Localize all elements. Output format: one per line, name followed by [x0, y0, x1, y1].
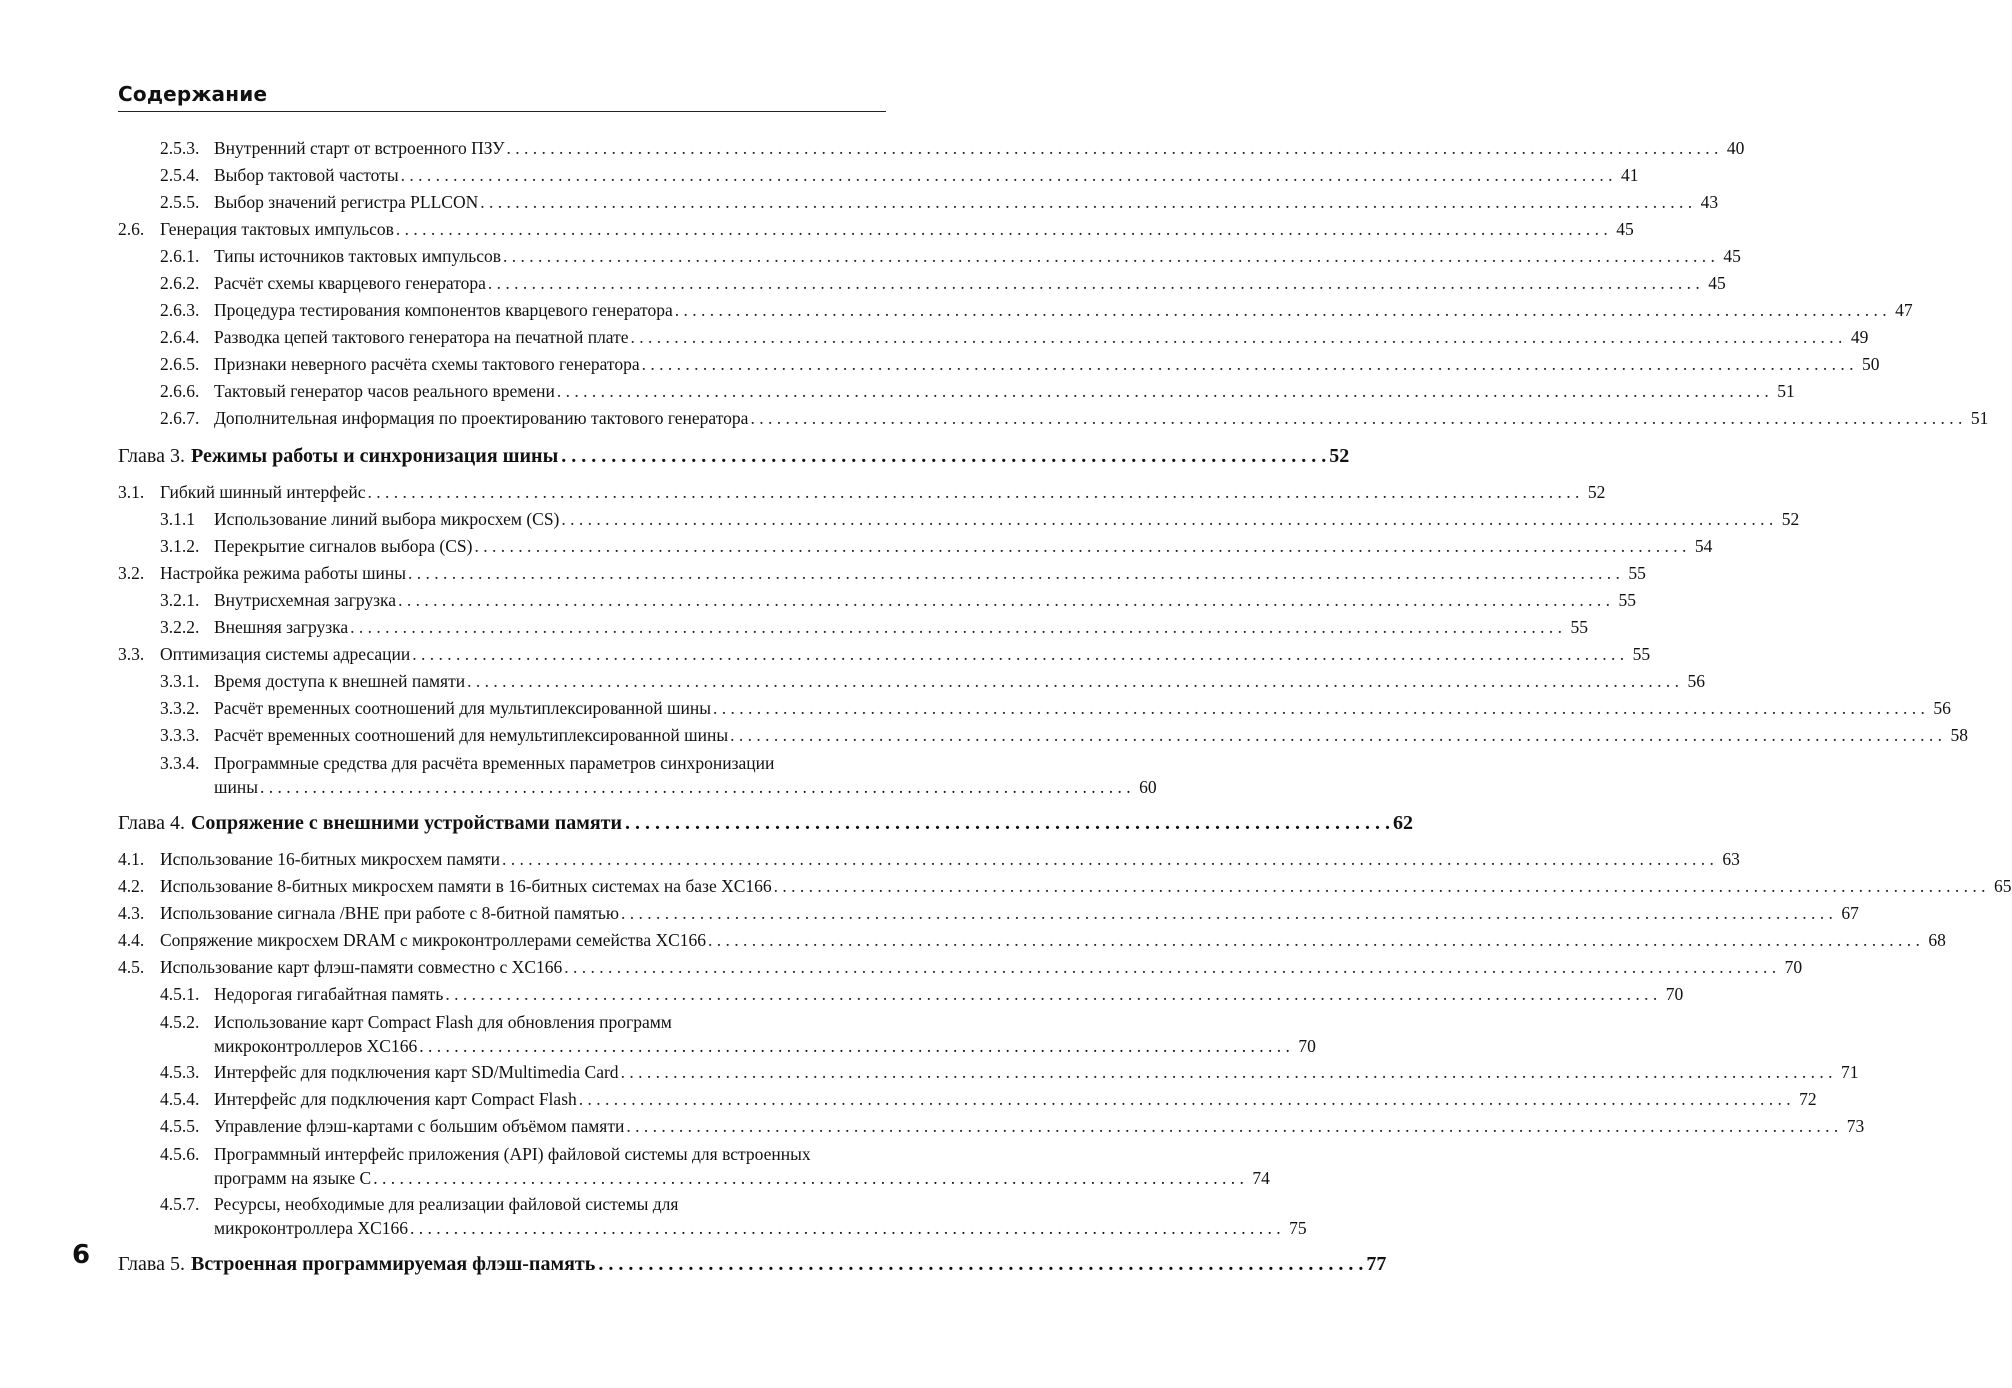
- leader-dots: [579, 1086, 1791, 1113]
- chapter-page: 77: [1366, 1253, 1387, 1275]
- toc-subsection-row: [118, 135, 1745, 162]
- entry-title: Перекрытие сигналов выбора (CS): [214, 536, 473, 556]
- entry-page: 43: [1700, 192, 1719, 212]
- toc-subsection-row: [118, 162, 1639, 189]
- entry-title: Оптимизация системы адресации: [160, 644, 411, 664]
- entry-page: 56: [1687, 671, 1705, 691]
- leader-dots: [396, 216, 1608, 243]
- entry-page: 45: [1723, 246, 1741, 266]
- toc-section-row: [118, 641, 1651, 668]
- entry-number: 3.1.: [118, 482, 145, 502]
- entry-page: 65: [1994, 876, 2012, 896]
- toc-subsection-row: [118, 270, 1726, 297]
- leader-dots: [675, 297, 1887, 324]
- entry-number: 4.3.: [118, 903, 145, 923]
- entry-title: Гибкий шинный интерфейс: [160, 482, 366, 502]
- toc-subsection-row: [118, 587, 1636, 614]
- entry-page: 71: [1840, 1062, 1859, 1082]
- toc-section-row: [118, 479, 1606, 506]
- toc-chapter-row: [118, 808, 1414, 838]
- leader-dots: [708, 927, 1920, 954]
- toc-subsection-row: [118, 668, 1705, 695]
- entry-title: Управление флэш-картами с большим объёмом памяти: [214, 1116, 625, 1136]
- entry-number: 3.3.4.: [160, 753, 200, 773]
- toc-subsection-row: [118, 722, 1968, 749]
- entry-number: 2.6.3.: [160, 300, 200, 320]
- page-number: 6: [72, 1240, 91, 1270]
- chapter-prefix: Глава 4.: [118, 812, 185, 834]
- toc-chapter-row: [118, 1249, 1387, 1279]
- toc-subsection-row: [118, 533, 1713, 560]
- entry-page: 45: [1616, 219, 1634, 239]
- header-divider: [118, 111, 886, 112]
- chapter-page: 52: [1329, 445, 1350, 467]
- entry-number: 4.1.: [118, 849, 145, 869]
- entry-page: 55: [1570, 617, 1589, 637]
- entry-page: 51: [1970, 408, 1989, 428]
- entry-page: 67: [1841, 903, 1859, 923]
- leader-dots: [408, 560, 1620, 587]
- entry-number: 2.6.2.: [160, 273, 200, 293]
- toc-section-row: [118, 560, 1646, 587]
- entry-title-line2: микроконтроллеров XC166: [214, 1036, 418, 1056]
- toc-subsection-row: [118, 243, 1741, 270]
- chapter-title: Встроенная программируемая флэш-память: [190, 1253, 596, 1275]
- toc-subsection-row: [118, 324, 1869, 351]
- toc-subsection-row: [118, 614, 1589, 641]
- entry-title: Генерация тактовых импульсов: [160, 219, 394, 239]
- toc-section-row: [118, 927, 1946, 954]
- leader-dots: [368, 479, 1580, 506]
- entry-number: 3.3.1.: [160, 671, 200, 691]
- toc-section-row: [118, 954, 1803, 981]
- entry-page: 47: [1895, 300, 1913, 320]
- entry-page: 40: [1726, 138, 1745, 158]
- entry-page: 41: [1620, 165, 1639, 185]
- entry-title-line1: Ресурсы, необходимые для реализации файловой системы для: [214, 1194, 679, 1214]
- chapter-prefix: Глава 3.: [118, 445, 185, 467]
- leader-dots: [625, 808, 1390, 838]
- toc-section-row: [118, 900, 1859, 927]
- entry-number: 4.4.: [118, 930, 145, 950]
- leader-dots: [561, 506, 1773, 533]
- entry-title-line2: микроконтроллера XC166: [214, 1218, 408, 1238]
- entry-number: 2.5.3.: [160, 138, 200, 158]
- entry-title-line1: Использование карт Compact Flash для обновления программ: [214, 1012, 672, 1032]
- entry-title: Интерфейс для подключения карт Compact Flash: [214, 1089, 577, 1109]
- toc-subsection-row: [118, 981, 1684, 1008]
- entry-title: Выбор тактовой частоты: [214, 165, 399, 185]
- entry-number: 4.5.2.: [160, 1012, 200, 1032]
- entry-title-line1: Программные средства для расчёта временных параметров синхронизации: [214, 753, 775, 773]
- leader-dots: [503, 243, 1715, 270]
- leader-dots: [621, 900, 1833, 927]
- chapter-prefix: Глава 5.: [118, 1253, 185, 1275]
- leader-dots: [561, 441, 1326, 471]
- toc-subsection-row: [118, 695, 1951, 722]
- entry-title: Признаки неверного расчёта схемы тактового генератора: [214, 354, 640, 374]
- entry-title: Использование 16-битных микросхем памяти: [160, 849, 500, 869]
- entry-page: 63: [1722, 849, 1740, 869]
- entry-page: 49: [1850, 327, 1869, 347]
- entry-number: 3.3.: [118, 644, 145, 664]
- entry-title: Использование карт флэш-памяти совместно с XC166: [160, 957, 563, 977]
- entry-number: 2.6.4.: [160, 327, 200, 347]
- entry-title: Недорогая гигабайтная память: [214, 984, 444, 1004]
- entry-page: 55: [1632, 644, 1651, 664]
- entry-page: 54: [1694, 536, 1713, 556]
- leader-dots: [373, 1166, 1244, 1190]
- toc-subsection-row: [118, 297, 1913, 324]
- entry-title: Выбор значений регистра PLLCON: [214, 192, 479, 212]
- toc-entry-multiline: [118, 1142, 1270, 1190]
- entry-number: 2.6.5.: [160, 354, 200, 374]
- entry-number: 3.3.2.: [160, 698, 200, 718]
- chapter-title: Режимы работы и синхронизация шины: [190, 445, 559, 467]
- entry-title-line2: программ на языке C: [214, 1168, 372, 1188]
- entry-title: Расчёт временных соотношений для немультиплексированной шины: [214, 725, 729, 745]
- entry-number: 4.5.: [118, 957, 145, 977]
- entry-number: 3.2.: [118, 563, 145, 583]
- entry-page: 75: [1289, 1218, 1307, 1238]
- entry-page: 55: [1628, 563, 1646, 583]
- leader-dots: [730, 722, 1942, 749]
- toc-section-row: [118, 216, 1634, 243]
- entry-page: 60: [1139, 777, 1157, 797]
- entry-number: 2.6.6.: [160, 381, 200, 401]
- entry-title: Разводка цепей тактового генератора на печатной плате: [214, 327, 629, 347]
- leader-dots: [506, 135, 1718, 162]
- leader-dots: [564, 954, 1776, 981]
- toc-subsection-row: [118, 405, 1989, 432]
- entry-title-line1: Программный интерфейс приложения (API) файловой системы для встроенных: [214, 1144, 811, 1164]
- entry-page: 74: [1252, 1168, 1270, 1188]
- entry-page: 70: [1665, 984, 1684, 1004]
- entry-number: 4.5.6.: [160, 1144, 200, 1164]
- entry-title: Расчёт временных соотношений для мультиплексированной шины: [214, 698, 711, 718]
- entry-page: 56: [1933, 698, 1951, 718]
- leader-dots: [557, 378, 1769, 405]
- toc-entry-multiline: [118, 1010, 1316, 1058]
- entry-title: Интерфейс для подключения карт SD/Multimedia Card: [214, 1062, 619, 1082]
- entry-number: 2.6.7.: [160, 408, 200, 428]
- entry-page: 52: [1587, 482, 1606, 502]
- leader-dots: [467, 668, 1679, 695]
- entry-page: 58: [1950, 725, 1968, 745]
- leader-dots: [774, 873, 1986, 900]
- leader-dots: [419, 1034, 1290, 1058]
- entry-title: Процедура тестирования компонентов кварцевого генератора: [214, 300, 673, 320]
- toc-chapter-row: [118, 441, 1350, 471]
- entry-page: 73: [1846, 1116, 1865, 1136]
- leader-dots: [412, 641, 1624, 668]
- leader-dots: [750, 405, 1962, 432]
- entry-number: 3.1.2.: [160, 536, 200, 556]
- leader-dots: [626, 1113, 1838, 1140]
- entry-page: 68: [1928, 930, 1946, 950]
- toc-section-row: [118, 873, 2012, 900]
- entry-number: 3.2.2.: [160, 617, 200, 637]
- entry-title: Дополнительная информация по проектированию тактового генератора: [214, 408, 749, 428]
- entry-number: 4.5.5.: [160, 1116, 200, 1136]
- entry-page: 55: [1618, 590, 1636, 610]
- entry-number: 4.2.: [118, 876, 145, 896]
- entry-page: 70: [1298, 1036, 1316, 1056]
- entry-number: 3.1.1: [160, 509, 195, 529]
- entry-title: Использование сигнала /BHE при работе с 8-битной памятью: [160, 903, 619, 923]
- entry-page: 45: [1708, 273, 1726, 293]
- leader-dots: [502, 846, 1714, 873]
- entry-title: Расчёт схемы кварцевого генератора: [214, 273, 486, 293]
- toc-subsection-row: [118, 351, 1880, 378]
- leader-dots: [474, 533, 1686, 560]
- toc-subsection-row: [118, 506, 1800, 533]
- toc-entry-multiline: [118, 1192, 1307, 1240]
- table-of-contents: [118, 135, 2012, 1287]
- toc-subsection-row: [118, 378, 1795, 405]
- entry-title: Внешняя загрузка: [214, 617, 349, 637]
- toc-subsection-row: [118, 189, 1719, 216]
- leader-dots: [598, 1249, 1363, 1279]
- entry-number: 2.6.1.: [160, 246, 200, 266]
- entry-number: 4.5.4.: [160, 1089, 200, 1109]
- chapter-page: 62: [1393, 812, 1414, 834]
- toc-subsection-row: [118, 1113, 1865, 1140]
- entry-title: Сопряжение микросхем DRAM с микроконтроллерами семейства XC166: [160, 930, 707, 950]
- entry-number: 4.5.1.: [160, 984, 200, 1004]
- leader-dots: [488, 270, 1700, 297]
- toc-entry-multiline: [118, 751, 1157, 799]
- entry-page: 70: [1784, 957, 1803, 977]
- leader-dots: [401, 162, 1613, 189]
- chapter-title: Сопряжение с внешними устройствами памяти: [190, 812, 623, 834]
- entry-number: 3.2.1.: [160, 590, 200, 610]
- entry-title: Настройка режима работы шины: [160, 563, 407, 583]
- toc-subsection-row: [118, 1059, 1859, 1086]
- entry-title: Внутренний старт от встроенного ПЗУ: [214, 138, 505, 158]
- entry-title: Использование 8-битных микросхем памяти в 16-битных системах на базе XC166: [160, 876, 772, 896]
- entry-number: 2.6.: [118, 219, 145, 239]
- entry-number: 4.5.3.: [160, 1062, 200, 1082]
- leader-dots: [445, 981, 1657, 1008]
- entry-title: Внутрисхемная загрузка: [214, 590, 397, 610]
- entry-title: Типы источников тактовых импульсов: [214, 246, 501, 266]
- entry-number: 2.5.4.: [160, 165, 200, 185]
- entry-title: Время доступа к внешней памяти: [214, 671, 466, 691]
- leader-dots: [631, 324, 1843, 351]
- leader-dots: [350, 614, 1562, 641]
- entry-page: 51: [1777, 381, 1795, 401]
- leader-dots: [642, 351, 1854, 378]
- leader-dots: [398, 587, 1610, 614]
- toc-section-row: [118, 846, 1740, 873]
- entry-page: 72: [1799, 1089, 1817, 1109]
- page-header-title: Содержание: [118, 82, 268, 106]
- toc-subsection-row: [118, 1086, 1817, 1113]
- entry-number: 2.5.5.: [160, 192, 200, 212]
- entry-number: 3.3.3.: [160, 725, 200, 745]
- entry-number: 4.5.7.: [160, 1194, 200, 1214]
- entry-page: 50: [1861, 354, 1880, 374]
- entry-page: 52: [1781, 509, 1800, 529]
- leader-dots: [621, 1059, 1833, 1086]
- leader-dots: [713, 695, 1925, 722]
- entry-title: Тактовый генератор часов реального времени: [214, 381, 555, 401]
- entry-title-line2: шины: [214, 777, 258, 797]
- leader-dots: [260, 775, 1131, 799]
- entry-title: Использование линий выбора микросхем (CS): [214, 509, 560, 529]
- leader-dots: [480, 189, 1692, 216]
- leader-dots: [410, 1216, 1281, 1240]
